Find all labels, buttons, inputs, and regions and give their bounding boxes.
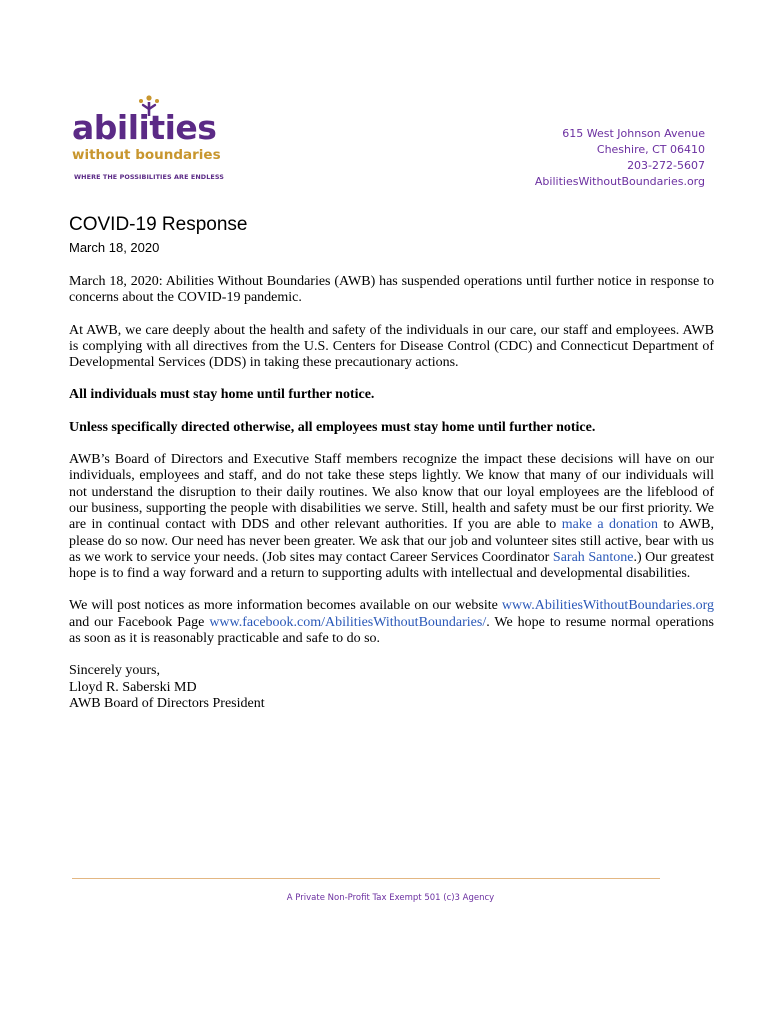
signoff-closing: Sincerely yours,	[69, 663, 160, 679]
logo-tagline: WHERE THE POSSIBILITIES ARE ENDLESS	[74, 173, 224, 181]
address-city: Cheshire, CT 06410	[596, 143, 705, 156]
paragraph-health-safety: At AWB, we care deeply about the health and safety of the individuals in our care, our staff and employees. AWB is complying with all directives from the U.S. Centers for Disease Control (CDC) and Connecticut Department of Developmental Services (DDS) in taking these precautionary actions.	[69, 322, 714, 371]
address-street: 615 West Johnson Avenue	[562, 127, 705, 140]
people-figure-icon	[134, 94, 164, 116]
address-website[interactable]: AbilitiesWithoutBoundaries.org	[534, 175, 705, 188]
website-link[interactable]: www.AbilitiesWithoutBoundaries.org	[501, 598, 714, 614]
paragraph-text: We will post notices as more information becomes available on our website	[69, 598, 502, 614]
coordinator-contact-link[interactable]: Sarah Santone	[552, 549, 634, 565]
document-title: COVID-19 Response	[69, 214, 248, 235]
signoff-name: Lloyd R. Saberski MD	[69, 679, 197, 695]
paragraph-text: AWB’s Board of Directors and Executive Staff members recognize the impact these decisions will have on our individuals, employees and staff, and do not take these steps lightly. We know that many of our individuals will not understand the disruption to their daily routines. We also know that our loyal employees are the lifeblood of our business, supporting the people with disabilities we serve. Still, health and safety must be our first priority. We are in continual contact with DDS and other relevant authorities. If you are able to	[69, 452, 714, 533]
footer-divider	[72, 878, 660, 879]
notice-employees: Unless specifically directed otherwise, all employees must stay home until further notice.	[69, 419, 596, 435]
organization-logo	[72, 94, 237, 186]
logo-wordmark: abilities	[72, 108, 217, 147]
address-phone: 203-272-5607	[627, 159, 705, 172]
facebook-link[interactable]: www.facebook.com/AbilitiesWithoutBoundaries/	[209, 614, 487, 630]
paragraph-text: to AWB, please do so now. Our need has never been greater. We ask that our job and volunteer sites still active, bear with us as we work to service your needs. (Job sites may contact Career Services Coordinator	[69, 517, 714, 565]
paragraph-text: .) Our greatest hope is to find a way forward and a return to supporting adults with intellectual and developmental disabilities.	[69, 549, 714, 582]
letter-body	[69, 274, 714, 712]
paragraph-suspension: March 18, 2020: Abilities Without Boundaries (AWB) has suspended operations until further notice in response to concerns about the COVID-19 pandemic.	[69, 274, 714, 306]
address-block	[535, 126, 705, 190]
paragraph-board-message	[69, 452, 714, 582]
notice-individuals: All individuals must stay home until further notice.	[69, 387, 375, 403]
signoff-block	[69, 663, 714, 712]
paragraph-text: and our Facebook Page	[69, 614, 210, 630]
document-date: March 18, 2020	[69, 240, 160, 255]
paragraph-updates	[69, 598, 714, 647]
paragraph-text: . We hope to resume normal operations as soon as it is reasonably practicable and safe to do so.	[69, 614, 714, 647]
donation-link[interactable]: make a donation	[561, 517, 659, 533]
logo-subtitle: without boundaries	[72, 147, 221, 163]
signoff-role: AWB Board of Directors President	[69, 695, 265, 711]
footer-note: A Private Non-Profit Tax Exempt 501 (c)3 Agency	[286, 893, 495, 903]
